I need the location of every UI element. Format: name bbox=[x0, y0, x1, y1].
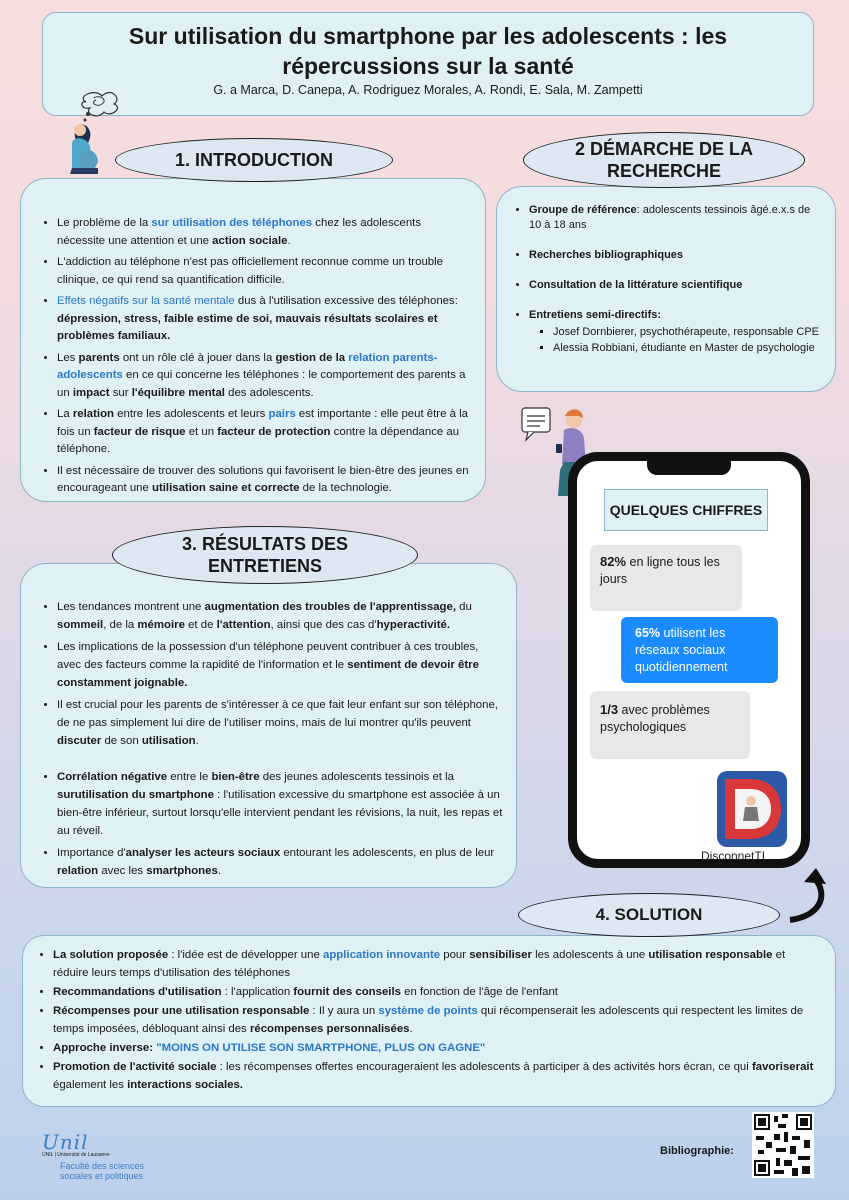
unil-logo bbox=[42, 1130, 152, 1181]
demarche-section bbox=[496, 186, 836, 392]
list-item: • Il est crucial pour les parents de s'intéresser à ce que fait leur enfant sur son téléphone, de ne pas simplement lui dire de l'utiliser moins, mais de lui montrer qu'ils peuvent discuter de son utilisation. bbox=[57, 696, 504, 750]
list-item: • Les tendances montrent une augmentation des troubles de l'apprentissage, du sommeil, de la mémoire et de l'attention, ainsi que des cas d'hyperactivité. bbox=[57, 598, 504, 634]
results-section bbox=[20, 563, 517, 888]
introduction-section bbox=[20, 178, 486, 502]
list-item: • La relation entre les adolescents et leurs pairs est importante : elle peut être à la fois un facteur de risque et un facteur de protection contre la dépendance au téléphone. bbox=[57, 406, 471, 459]
solution-list bbox=[31, 946, 821, 1095]
title-box bbox=[42, 12, 814, 116]
results-list bbox=[35, 598, 504, 884]
app-logo bbox=[717, 771, 787, 847]
stat-bubble-psych: 1/3 avec problèmes psychologiques bbox=[590, 691, 750, 759]
stat-bubble-social: 65% utilisent les réseaux sociaux quotidiennement bbox=[621, 617, 778, 683]
list-item: • Recherches bibliographiques bbox=[529, 248, 825, 263]
introduction-list bbox=[35, 215, 471, 502]
unil-wordmark: Unil bbox=[42, 1130, 89, 1154]
stat-bubble-online: 82% en ligne tous les jours bbox=[590, 545, 742, 611]
list-item: • Il est nécessaire de trouver des solutions qui favorisent le bien-être des jeunes en encourageant une utilisation saine et correcte de la technologie. bbox=[57, 463, 471, 498]
faculty-name: Faculté des sciences sociales et politiques bbox=[60, 1161, 145, 1181]
introduction-heading: 1. INTRODUCTION bbox=[115, 138, 393, 182]
list-item: • Promotion de l'activité sociale : les récompenses offertes encourageraient les adolescents à participer à des activités hors écran, ce qui favoriserait également les interactions sociales. bbox=[53, 1058, 821, 1094]
figures-title: QUELQUES CHIFFRES bbox=[604, 489, 768, 531]
list-item: • La solution proposée : l'idée est de développer une application innovante pour sensibiliser les adolescents à une utilisation responsable et réduire leurs temps d'utilisation des téléphones bbox=[53, 946, 821, 982]
list-item: • Les parents ont un rôle clé à jouer dans la gestion de la relation parents-adolescents en ce qui concerne les téléphones : le comportement des parents a un impact sur l'équilibre mental des adolescents. bbox=[57, 350, 471, 403]
phone-mockup bbox=[568, 452, 810, 868]
app-name: DisconnetTI bbox=[701, 849, 766, 863]
solution-heading: 4. SOLUTION bbox=[518, 893, 780, 937]
list-item: • Importance d'analyser les acteurs sociaux entourant les adolescents, en plus de leur relation avec les smartphones. bbox=[57, 844, 504, 880]
solution-section bbox=[22, 935, 836, 1107]
qr-code-icon[interactable] bbox=[752, 1112, 814, 1178]
interview-list bbox=[529, 325, 825, 356]
list-item: • Récompenses pour une utilisation responsable : Il y aura un système de points qui récompenserait les adolescents qui respectent les limites de temps imposées, débloquant ainsi des récompenses personnalisées. bbox=[53, 1002, 821, 1038]
phone-notch bbox=[647, 459, 731, 475]
list-item: • Recommandations d'utilisation : l'application fournit des conseils en fonction de l'âge de l'enfant bbox=[53, 983, 821, 1001]
unil-subtitle: UNIL | Université de Lausanne bbox=[42, 1152, 110, 1158]
list-item: • Consultation de la littérature scientifique bbox=[529, 278, 825, 293]
list-item: • Les implications de la possession d'un téléphone peuvent contribuer à ces troubles, avec des facteurs comme la rapidité de l'information et le sentiment de devoir être constamment joignable. bbox=[57, 638, 504, 692]
list-item: • Groupe de référence: adolescents tessinois âgé.e.x.s de 10 à 18 ans bbox=[529, 203, 825, 233]
stressed-girl-illustration bbox=[58, 82, 130, 182]
list-item: • Entretiens semi-directifs: ▪ Josef Dornbierer, psychothérapeute, responsable CPE ▪ Alessia Robbiani, étudiante en Master de psychologie bbox=[529, 308, 825, 356]
authors: G. a Marca, D. Canepa, A. Rodriguez Morales, A. Rondi, E. Sala, M. Zampetti bbox=[213, 83, 643, 97]
list-item: • Effets négatifs sur la santé mentale dus à l'utilisation excessive des téléphones: dépression, stress, faible estime de soi, mauvais résultats scolaires et problèmes familiaux. bbox=[57, 293, 471, 346]
curved-arrow-icon bbox=[786, 866, 836, 926]
list-item: ▪ Alessia Robbiani, étudiante en Master de psychologie bbox=[553, 341, 825, 356]
list-item: • Approche inverse: "MOINS ON UTILISE SON SMARTPHONE, PLUS ON GAGNE" bbox=[53, 1039, 821, 1057]
list-item: ▪ Josef Dornbierer, psychothérapeute, responsable CPE bbox=[553, 325, 825, 340]
page-title: Sur utilisation du smartphone par les adolescents : les répercussions sur la santé bbox=[128, 23, 728, 79]
demarche-heading: 2 DÉMARCHE DE LA RECHERCHE bbox=[523, 132, 805, 188]
list-item: • Corrélation négative entre le bien-être des jeunes adolescents tessinois et la surutilisation du smartphone : l'utilisation excessive du smartphone est associée à un bien-être inférieur, surtout lorsqu'elle intervient pendant les révisions, la nuit, les repas et au réveil. bbox=[57, 768, 504, 840]
bibliography-label: Bibliographie: bbox=[660, 1145, 734, 1157]
demarche-list bbox=[507, 203, 825, 371]
results-heading: 3. RÉSULTATS DES ENTRETIENS bbox=[112, 526, 418, 584]
list-item: • Le problème de la sur utilisation des téléphones chez les adolescents nécessite une attention et une action sociale. bbox=[57, 215, 471, 250]
list-item: • L'addiction au téléphone n'est pas officiellement reconnue comme un trouble clinique, ce qui rend sa quantification difficile. bbox=[57, 254, 471, 289]
